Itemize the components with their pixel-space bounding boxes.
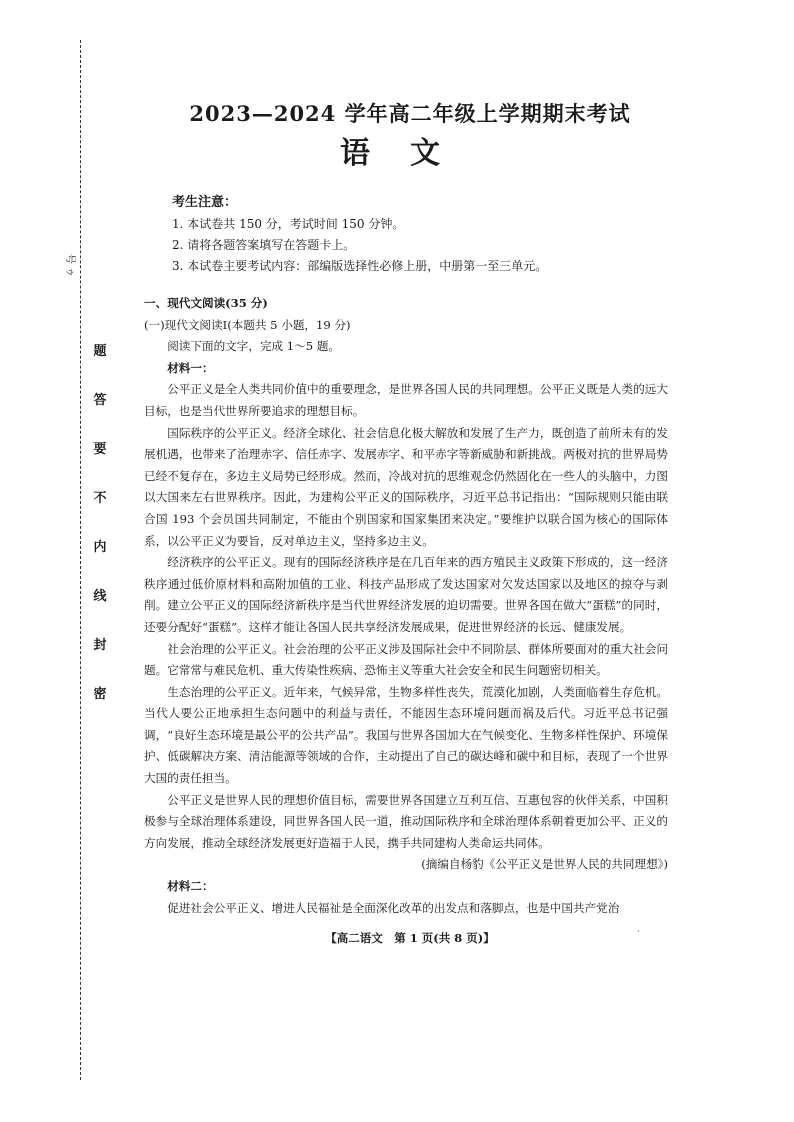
notice-item: 2. 请将各题答案填写在答题卡上。 <box>172 238 356 252</box>
page-footer: 【高二语文 第 1 页(共 8 页)】 <box>325 931 495 945</box>
material-one-label: 材料一： <box>167 360 214 375</box>
notice-item: 1. 本试卷共 150 分，考试时间 150 分钟。 <box>172 217 405 231</box>
instruction: 阅读下面的文字，完成 1～5 题。 <box>167 339 341 354</box>
candidate-notice <box>172 192 547 277</box>
paragraph: 社会治理的公平正义。社会治理的公平正义涉及国际社会中不同阶层、群体所要面对的重大社会问题。它常常与难民危机、重大传染性疾病、恐怖主义等重大社会安全和民生问题密切相关。 <box>144 641 668 678</box>
reading-section <box>144 293 668 919</box>
corner-mark: · <box>637 927 640 937</box>
side-mark: 号 ゥ <box>64 253 76 278</box>
paragraph: 促进社会公平正义、增进人民福祉是全面深化改革的出发点和落脚点，也是中国共产党治 <box>167 900 620 915</box>
paragraph: 公平正义是全人类共同价值中的重要理念，是世界各国人民的共同理想。公平正义既是人类的远大目标，也是当代世界所要追求的理想目标。 <box>144 382 668 418</box>
binding-char: 密 <box>93 687 107 702</box>
binding-char: 答 <box>93 393 107 408</box>
notice-item: 3. 本试卷主要考试内容：部编版选择性必修上册，中册第一至三单元。 <box>172 259 548 273</box>
source-citation: (摘编自杨豹《公平正义是世界人民的共同理想》) <box>421 857 668 872</box>
exam-title: 2023—2024 学年高二年级上学期期末考试 <box>189 101 631 126</box>
binding-char: 要 <box>93 442 107 457</box>
subsection-title: (一)现代文阅读Ⅰ(本题共 5 小题，19 分) <box>144 317 351 332</box>
section-title: 一、现代文阅读(35 分) <box>144 296 268 310</box>
binding-dashed-line <box>80 40 81 1080</box>
binding-char: 不 <box>93 491 107 506</box>
binding-warning <box>92 340 108 702</box>
paragraph: 公平正义是世界人民的理想价值目标，需要世界各国建立互利互信、互惠包容的伙伴关系，中国积极参与全球治理体系建设，同世界各国人民一道，推动国际秩序和全球治理体系朝着更加公平、正义的方向发展，推动全球经济发展更好造福于人民，携手共同建构人类命运共同体。 <box>144 792 668 850</box>
subject-title: 语文 <box>340 136 480 171</box>
material-two-label: 材料二： <box>167 879 214 894</box>
paragraph: 生态治理的公平正义。近年来，气候异常，生物多样性丧失，荒漠化加剧，人类面临着生存危机。当代人要公正地承担生态问题中的利益与责任，不能因生态环境问题而祸及后代。习近平总书记强调，“良好生态环境是最公平的公共产品”。我国与世界各国加大在气候变化、生物多样性保护、环境保护、低碳解决方案、清洁能源等领域的合作，主动提出了自己的碳达峰和碳中和目标，表现了一个世界大国的责任担当。 <box>144 684 668 786</box>
binding-char: 线 <box>93 589 107 604</box>
binding-char: 题 <box>93 344 107 359</box>
paragraph: 经济秩序的公平正义。现有的国际经济秩序是在几百年来的西方殖民主义政策下形成的，这一经济秩序通过低价原材料和高附加值的工业、科技产品形成了发达国家对欠发达国家以及地区的掠夺与剥削。建立公平正义的国际经济新秩序是当代世界经济发展的迫切需要。世界各国在做大“蛋糕”的同时，还要分配好“蛋糕”。这样才能让各国人民共享经济发展成果，促进世界经济的长远、健康发展。 <box>144 555 668 634</box>
binding-char: 内 <box>93 540 107 555</box>
binding-char: 封 <box>93 638 107 653</box>
paragraph: 国际秩序的公平正义。经济全球化、社会信息化极大解放和发展了生产力，既创造了前所未有的发展机遇，也带来了治理赤字、信任赤字、发展赤字、和平赤字等新威胁和新挑战。两极对抗的世界局势已经不复存在，多边主义局势已经形成。然而，冷战对抗的思维观念仍然固化在一些人的头脑中，力图以大国来左右世界秩序。因此，为建构公平正义的国际秩序，习近平总书记指出：“国际规则只能由联合国 193 个会员国共同制定，不能由个别国家和国家集团来决定。”要维护以联合国为核心的国际体系，以公平正义为要旨，反对单边主义，坚持多边主义。 <box>144 425 668 548</box>
notice-heading: 考生注意： <box>172 195 238 210</box>
